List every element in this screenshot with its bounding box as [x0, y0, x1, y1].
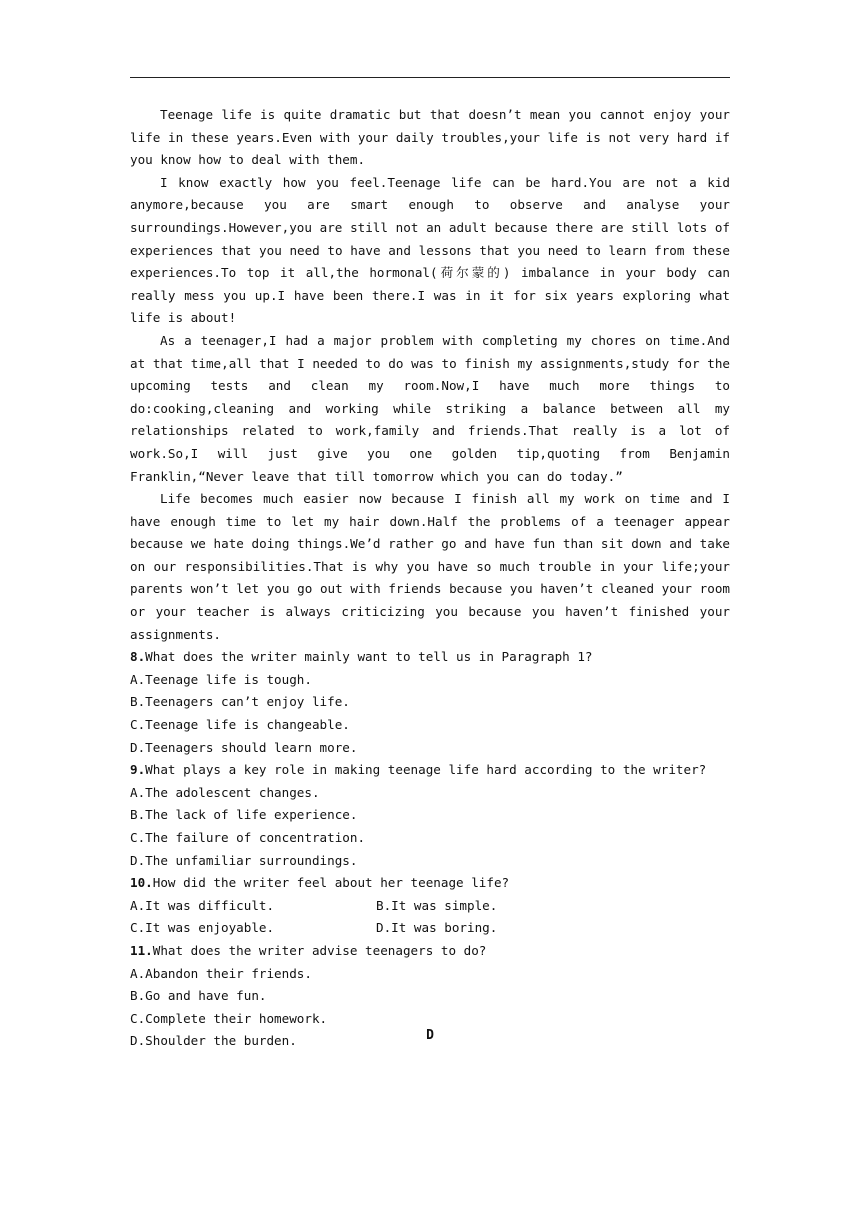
question-text: What plays a key role in making teenage life hard according to the writer?: [145, 762, 707, 778]
question-text: What does the writer mainly want to tell us in Paragraph 1?: [145, 649, 593, 665]
option-c: C.It was enjoyable.: [130, 920, 275, 936]
option-c: C.Teenage life is changeable.: [130, 717, 350, 733]
question-text: How did the writer feel about her teenage life?: [152, 875, 510, 891]
option-a: A.It was difficult.: [130, 897, 275, 913]
option-d: D.It was boring.: [376, 920, 498, 936]
passage-paragraph-3: As a teenager,I had a major problem with completing my chores on time.And at that time,all that I needed to do was to finish my assignments,study for the upcoming tests and clean my room.Now,I have much more things to do:cooking,cleaning and working while striking a balance between all my relationships related to work,family and friends.That really is a lot of work.So,I will just give you one golden tip,quoting from Benjamin Franklin,“Never leave that till tomorrow which you can do today.”: [130, 332, 730, 484]
question-8: [130, 646, 730, 759]
option-d: D.The unfamiliar surroundings.: [130, 852, 358, 868]
option-c: C.Complete their homework.: [130, 1010, 328, 1026]
option-b: B.It was simple.: [376, 897, 498, 913]
question-number: 11.: [130, 942, 153, 958]
header-rule: [130, 77, 730, 78]
document-body: [130, 104, 730, 1053]
option-a: A.The adolescent changes.: [130, 784, 320, 800]
passage-paragraph-4: Life becomes much easier now because I finish all my work on time and I have enough time to let my hair down.Half the problems of a teenager appear because we hate doing things.We’d rather go and have fun than sit down and take on our responsibilities.That is why you have so much trouble in your life;your parents won’t let you go out with friends because you haven’t cleaned your room or your teacher is always criticizing you because you haven’t finished your assignments.: [130, 491, 730, 642]
option-b: B.The lack of life experience.: [130, 807, 358, 823]
option-d: D.Teenagers should learn more.: [130, 739, 358, 755]
section-label: D: [426, 1028, 434, 1043]
question-number: 8.: [130, 649, 146, 665]
question-9: [130, 759, 730, 872]
question-number: 9.: [130, 762, 146, 778]
question-number: 10.: [130, 875, 153, 891]
option-row: [130, 917, 730, 940]
option-c: C.The failure of concentration.: [130, 830, 366, 845]
passage-paragraph-2: I know exactly how you feel.Teenage life can be hard.You are not a kid anymore,because you are smart enough to observe and analyse your surroundings.However,you are still not an adult because there are still lots of experiences that you need to have and lessons that you need to learn from these experiences.To top it all,the hormonal(荷尔蒙的) imbalance in your body can really mess you up.I have been there.I was in it for six years exploring what life is about!: [130, 174, 730, 326]
question-10: [130, 872, 730, 940]
question-text: What does the writer advise teenagers to do?: [152, 942, 487, 958]
option-b: B.Go and have fun.: [130, 988, 267, 1004]
option-row: [130, 895, 730, 918]
option-d: D.Shoulder the burden.: [130, 1033, 297, 1049]
option-a: A.Abandon their friends.: [130, 965, 312, 981]
option-b: B.Teenagers can’t enjoy life.: [130, 694, 350, 710]
option-a: A.Teenage life is tough.: [130, 671, 312, 687]
passage-paragraph-1: Teenage life is quite dramatic but that doesn’t mean you cannot enjoy your life in these years.Even with your daily troubles,your life is not very hard if you know how to deal with them.: [130, 107, 730, 168]
